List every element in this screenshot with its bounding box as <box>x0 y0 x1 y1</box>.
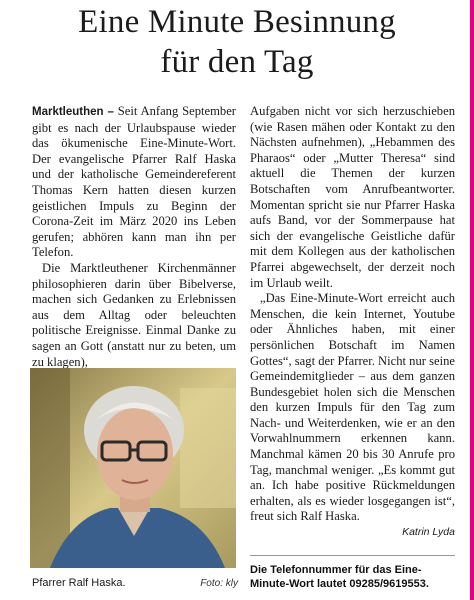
divider <box>250 555 455 556</box>
author-byline: Katrin Lyda <box>402 526 455 539</box>
article-paragraph: Die Marktleuthener Kirchenmänner philosophieren darin über Bibelverse, machen sich Gedanken zu Erlebnissen aus dem Alltag oder beleuchten politische Ereignisse. Einmal Danke zu sagen an Gott (anstatt nur zu beten, um zu klagen), <box>32 260 236 369</box>
accent-bar <box>470 0 474 600</box>
headline-line-1: Eine Minute Besinnung <box>78 4 396 40</box>
portrait-photo <box>30 368 236 568</box>
article-column-left <box>32 104 236 370</box>
article-paragraph: Aufgaben nicht vor sich herzuschieben (wie Rasen mähen oder Kontakt zu den Nächsten aufnehmen), „Hebammen des Pharaos“ oder „Mutter Theresa“ sind aktuell die Themen der kurzen Botschaften vom Anrufbeantworter. Momentan spricht sie nur Pfarrer Haska aufs Band, vor der Sommerpause hat sich der evangelische Geistliche dafür mit dem Kollegen aus der katholischen Pfarrei abgewechselt, der derzeit noch im Urlaub weilt. <box>250 104 455 290</box>
info-box: Die Telefonnummer für das Eine-Minute-Wort lautet 09285/9619553. <box>250 564 429 590</box>
article-paragraph <box>32 104 236 261</box>
headline-line-2: für den Tag <box>160 44 314 80</box>
paragraph-text: Seit Anfang September gibt es nach der Urlaubspause wieder das ökumenische Eine-Minute-Wort. Der evangelische Pfarrer Ralf Haska und der katholische Gemeindereferent Thomas Kern hatten diesen kurzen geistlichen Impuls zu Beginn der Corona-Zeit im März 2020 ins Leben gerufen; abhören kann man ihn per Telefon. <box>32 104 236 260</box>
article-column-right <box>250 104 455 541</box>
photo-caption <box>32 577 238 589</box>
dateline: Marktleuthen – <box>32 106 114 118</box>
caption-text: Pfarrer Ralf Haska. <box>32 577 126 589</box>
photo-credit: Foto: kly <box>200 578 238 589</box>
article-paragraph: „Das Eine-Minute-Wort erreicht auch Menschen, die kein Internet, Youtube oder Ähnliches haben, mit einer persönlichen Botschaft im Namen Gottes“, sagt der Pfarrer. Nicht nur seine Gemeindemitglieder – aus dem ganzen Bundesgebiet holen sich die Menschen den kurzen Impuls für den Tag zum Nach- und Weiterdenken, wie er an den Vorwahlnummern erkennen kann. Manchmal kämen 20 bis 30 Anrufe pro Tag, manchmal weniger. „Es kommt gut an. Ich habe positive Rückmeldungen erhalten, als es wieder losgegangen ist“, freut sich Ralf Haska. <box>250 291 455 524</box>
portrait-image <box>30 368 236 568</box>
headline <box>0 2 474 82</box>
